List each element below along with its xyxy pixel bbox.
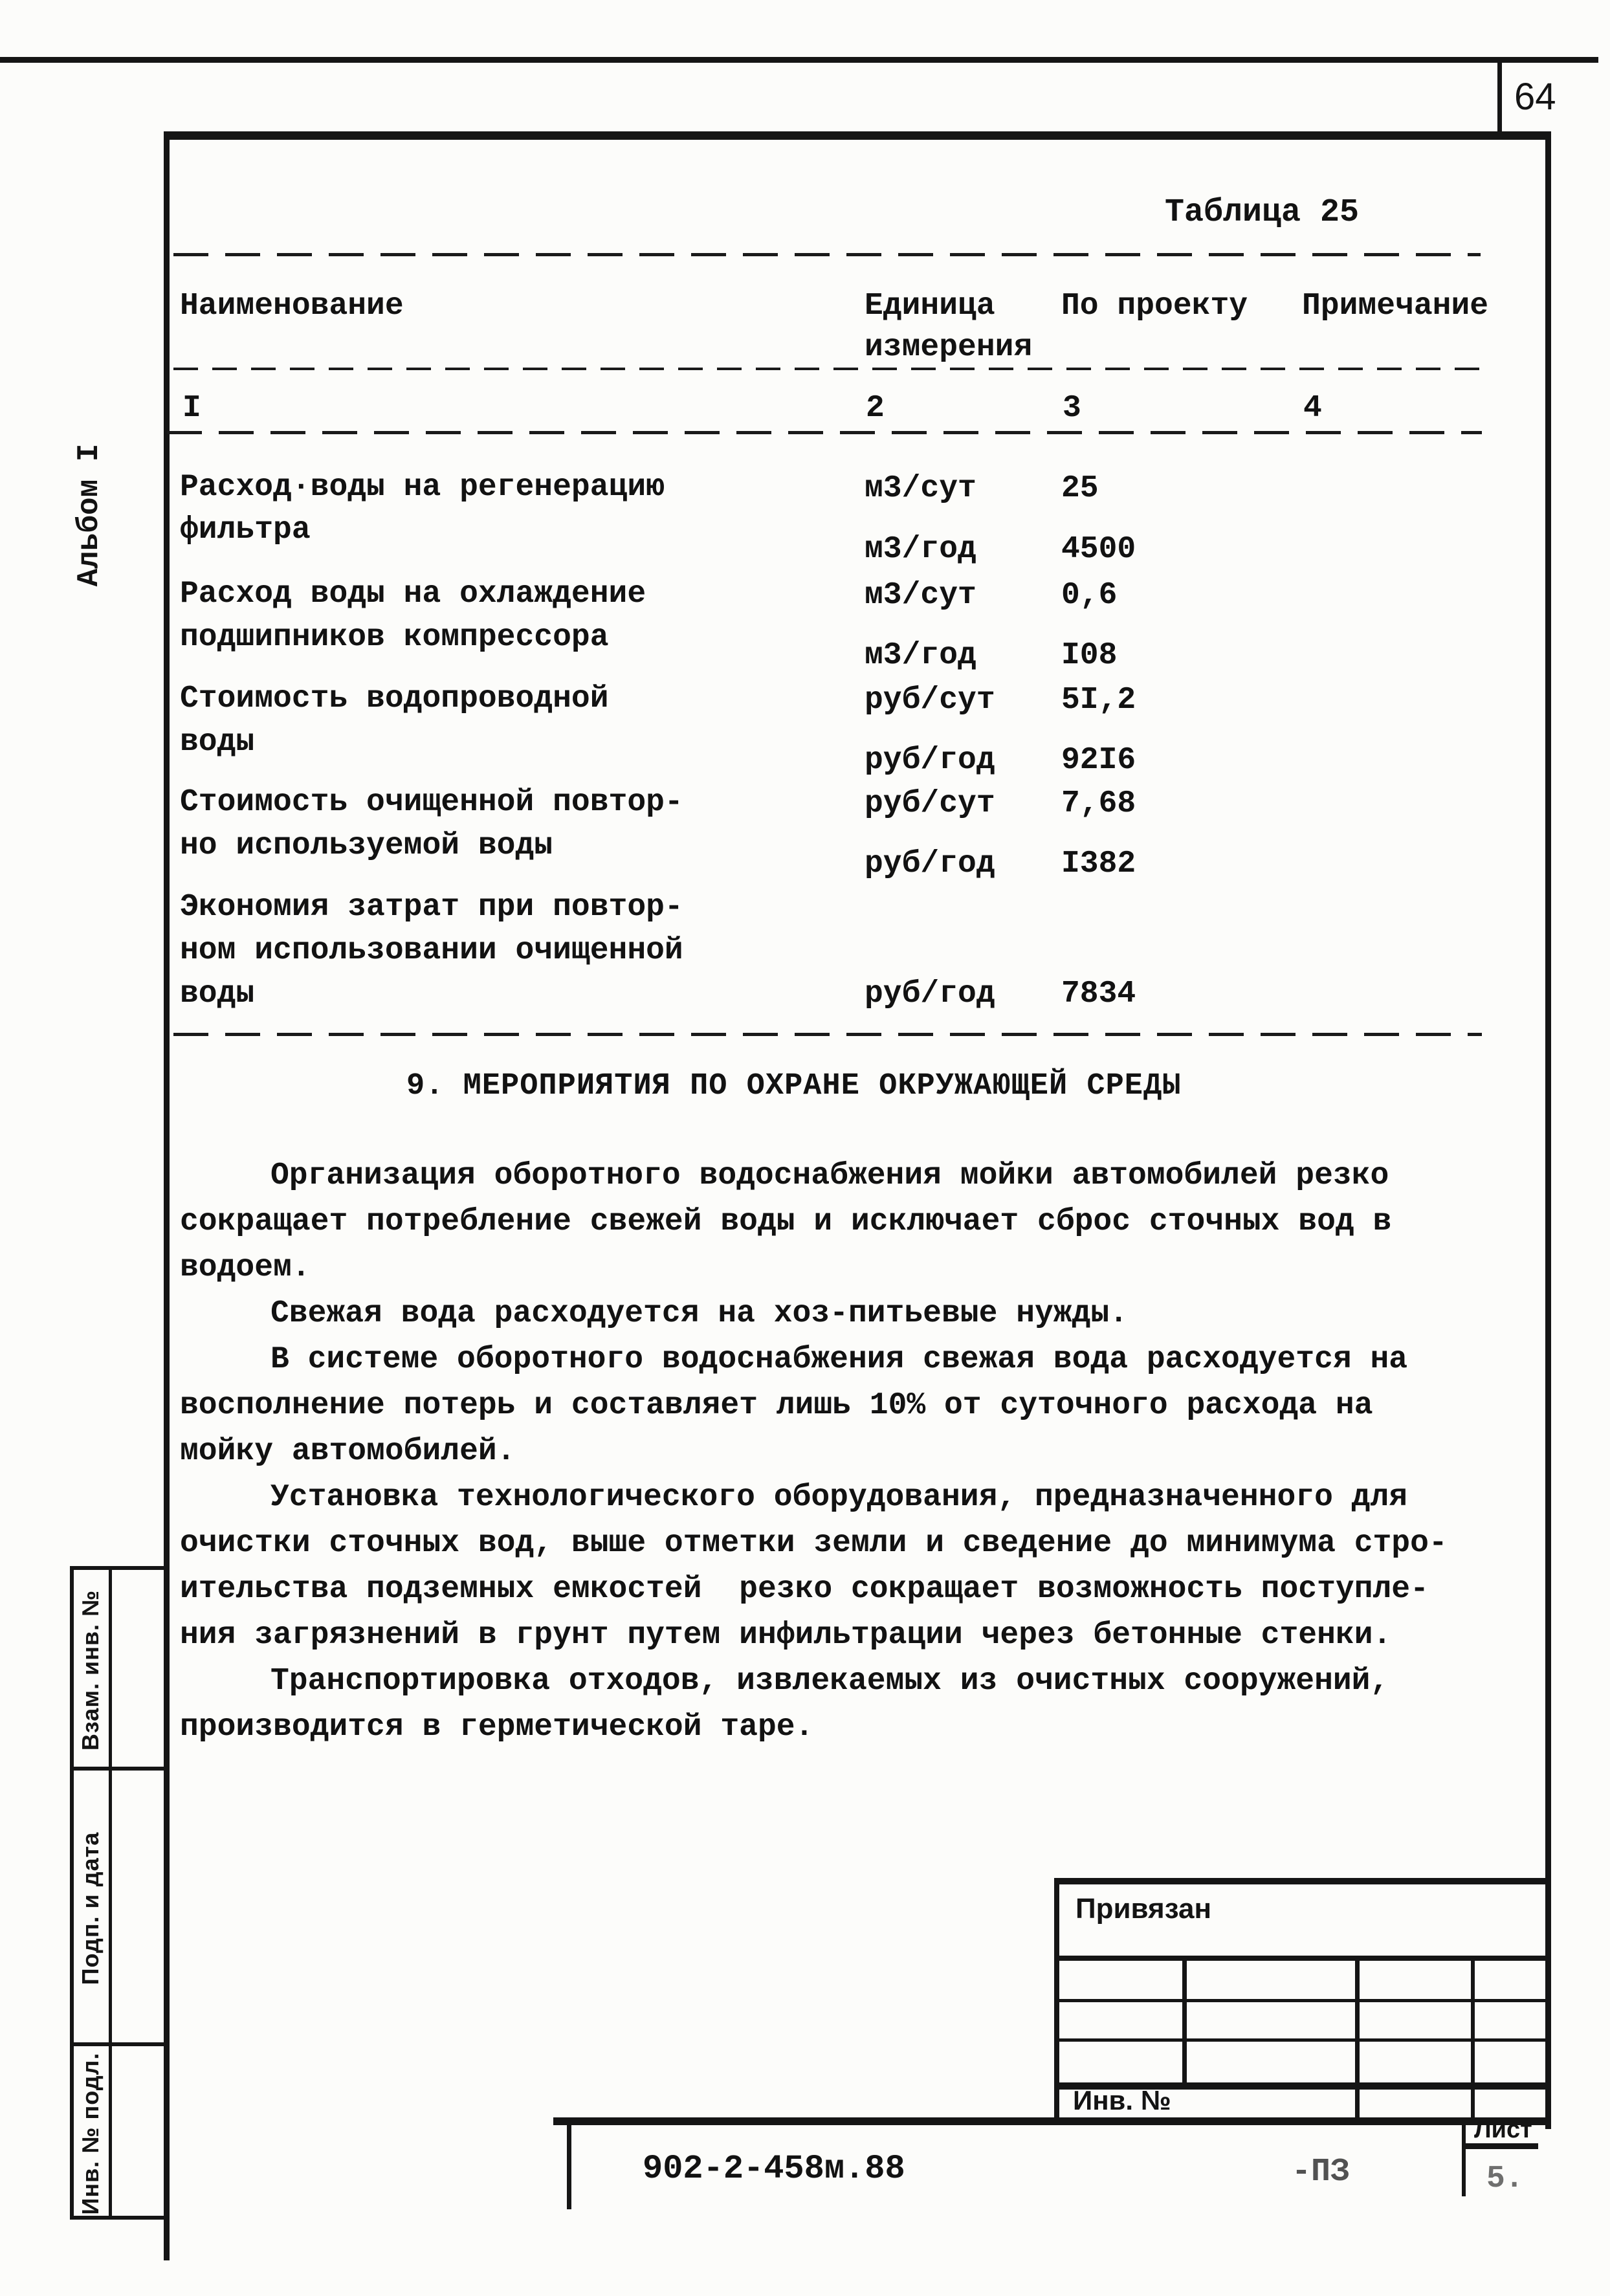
table-row-name-line: Экономия затрат при повтор-: [180, 890, 683, 925]
table-col-index-3: 3: [1063, 391, 1081, 426]
table-row-name-line: фильтра: [180, 513, 311, 547]
table-row-name-line: воды: [180, 725, 255, 760]
paragraph-line: восполнение потерь и составляет лишь 10% от суточного расхода на: [180, 1388, 1373, 1423]
paragraph-line: производится в герметической таре.: [180, 1710, 814, 1745]
table-header-name: Наименование: [180, 289, 404, 324]
table-row-unit: руб/год: [865, 846, 995, 881]
paragraph-line: ния загрязнений в грунт путем инфильтрации через бетонные стенки.: [180, 1618, 1392, 1653]
stamp-strip-left-border: [70, 1566, 74, 2218]
frame-right-border: [1545, 131, 1551, 2129]
top-page-rule: [0, 57, 1598, 63]
stamp-strip-middle-border: [109, 1566, 112, 2218]
titleblock-col-line-3: [1471, 1956, 1475, 2120]
titleblock-bottom-rule: [553, 2117, 1550, 2125]
body-text-block: [180, 1153, 1448, 1750]
table-row-unit: руб/сут: [865, 683, 995, 718]
stamp-label-vzam-inv: Взам. инв. №: [77, 1589, 104, 1751]
table-row-name-line: подшипников компрессора: [180, 620, 609, 655]
paragraph-line: водоем.: [180, 1250, 311, 1285]
paragraph-line: В системе оборотного водоснабжения свежая вода расходуется на: [270, 1342, 1408, 1377]
table-row-value: 25: [1061, 471, 1099, 506]
table-col-index-1: I: [182, 391, 201, 426]
titleblock-row-line-2: [1054, 1999, 1550, 2002]
list-box-left-border: [1462, 2125, 1466, 2196]
paragraph-line: ительства подземных емкостей резко сокращает возможность поступле-: [180, 1572, 1429, 1607]
paragraph-line: Транспортировка отходов, извлекаемых из очистных сооружений,: [270, 1664, 1389, 1699]
table-row-unit: м3/сут: [865, 471, 976, 506]
paragraph-line: Установка технологического оборудования, предназначенного для: [270, 1480, 1408, 1515]
table-row-value: 5I,2: [1061, 683, 1136, 718]
table-row-value: 7,68: [1061, 786, 1136, 821]
titleblock-inv-no-label: Инв. №: [1073, 2085, 1171, 2115]
table-col-index-2: 2: [866, 391, 885, 426]
table-row-name-line: Стоимость водопроводной: [180, 681, 609, 716]
frame-top-border: [164, 131, 1550, 140]
table-row-name-line: воды: [180, 977, 255, 1011]
doc-number-box-left-border: [567, 2125, 571, 2209]
titleblock-row-line-1: [1054, 1956, 1550, 1961]
table-header-unit-line1: Единица: [865, 289, 995, 324]
table-row-value: 4500: [1061, 532, 1136, 567]
table-row-unit: руб/сут: [865, 786, 995, 821]
page-number-box-left-border: [1497, 57, 1502, 136]
paragraph-line: очистки сточных вод, выше отметки земли и сведение до минимума стро-: [180, 1526, 1448, 1561]
table-row-value: 92I6: [1061, 743, 1136, 778]
table-row-value: I382: [1061, 846, 1136, 881]
titleblock-top-border: [1054, 1878, 1550, 1884]
titleblock-row-line-3: [1054, 2038, 1550, 2042]
table-row-name-line: Расход воды на охлаждение: [180, 577, 646, 612]
table-header-unit-line2: измерения: [865, 330, 1033, 365]
section-heading: 9. МЕРОПРИЯТИЯ ПО ОХРАНЕ ОКРУЖАЮЩЕЙ СРЕДЫ: [406, 1069, 1182, 1103]
table-row-name-line: Расход·воды на регенерацию: [180, 470, 665, 505]
table-row-unit: м3/сут: [865, 578, 976, 613]
paragraph-line: мойку автомобилей.: [180, 1434, 516, 1469]
table-row-value: 7834: [1061, 977, 1136, 1011]
table-row-name-line: ном использовании очищенной: [180, 933, 683, 968]
paragraph-line: сокращает потребление свежей воды и исключает сброс сточных вод в: [180, 1204, 1392, 1239]
table-row-name-line: Стоимость очищенной повтор-: [180, 785, 683, 820]
album-margin-label: Альбом I: [72, 443, 106, 587]
table-rule-2: [173, 368, 1481, 370]
table-col-index-4: 4: [1303, 391, 1322, 426]
titleblock-col-line-1: [1182, 1956, 1187, 2085]
table-rule-1: [173, 253, 1481, 256]
paragraph-line: Организация оборотного водоснабжения мойки автомобилей резко: [270, 1158, 1389, 1193]
table-header-note: Примечание: [1302, 289, 1489, 324]
table-row-unit: м3/год: [865, 532, 976, 567]
table-row-name-line: но используемой воды: [180, 828, 553, 863]
stamp-label-podp-data: Подп. и дата: [77, 1831, 104, 1985]
frame-left-border: [164, 131, 170, 2260]
doc-number: 902-2-458м.88: [643, 2150, 905, 2188]
table-rule-4: [173, 1033, 1482, 1036]
table-row-value: I08: [1061, 638, 1118, 673]
table-row-unit: руб/год: [865, 743, 995, 778]
table-row-unit: руб/год: [865, 977, 995, 1011]
doc-suffix: -ПЗ: [1292, 2154, 1351, 2191]
table-row-unit: м3/год: [865, 638, 976, 673]
table-caption: Таблица 25: [1165, 194, 1360, 231]
table-header-project: По проекту: [1061, 289, 1248, 324]
paragraph-line: Свежая вода расходуется на хоз-питьевые нужды.: [270, 1296, 1129, 1331]
titleblock-privyazan-label: Привязан: [1075, 1893, 1212, 1925]
stamp-label-inv-podl: Инв. № подл.: [77, 2052, 104, 2215]
titleblock-col-line-2: [1355, 1956, 1360, 2120]
list-label-underline: [1462, 2143, 1538, 2149]
page-number: 64: [1514, 76, 1556, 118]
list-number: 5.: [1486, 2161, 1524, 2196]
table-row-value: 0,6: [1061, 578, 1118, 613]
table-rule-3: [167, 431, 1482, 434]
list-label: Лист: [1474, 2116, 1532, 2143]
